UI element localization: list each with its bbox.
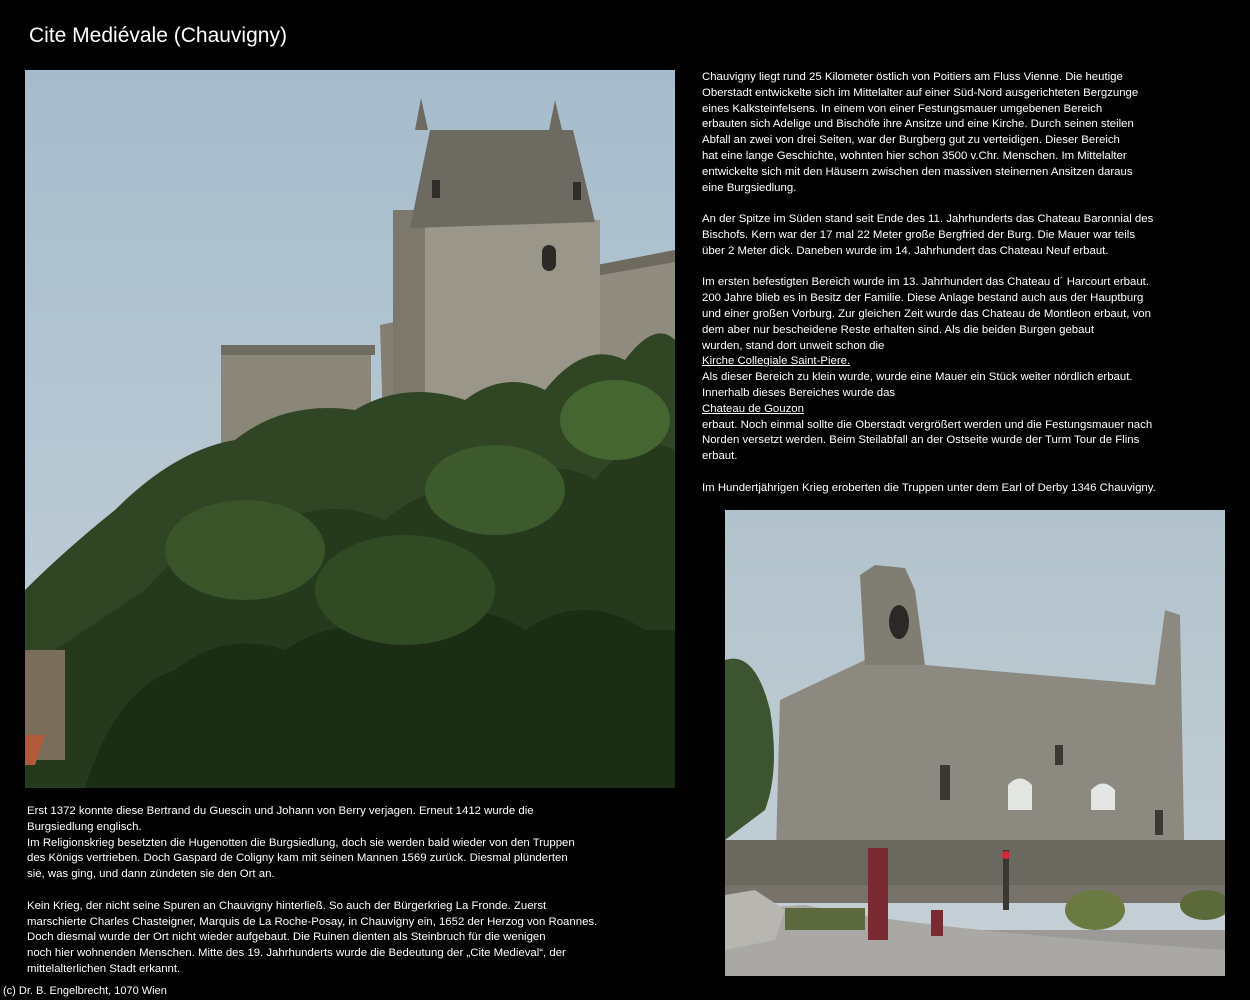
text-line: marschierte Charles Chasteigner, Marquis de La Roche-Posay, in Chauvigny ein, 1652 der Herzog von Roannes.	[27, 915, 598, 928]
text-line: Innerhalb dieses Bereiches wurde das	[702, 386, 896, 399]
paragraph-fronde	[27, 899, 667, 978]
text-line: eines Kalksteinfelsens. In einem von einer Festungsmauer umgebenen Bereich	[702, 102, 1103, 115]
text-line: hat eine lange Geschichte, wohnten hier schon 3500 v.Chr. Menschen. Im Mittelalter	[702, 149, 1127, 162]
paragraph-hundred-years-war	[702, 481, 1197, 497]
link-kirche-collegiale[interactable]: Kirche Collegiale Saint-Piere.	[702, 355, 851, 368]
text-line: An der Spitze im Süden stand seit Ende des 11. Jahrhunderts das Chateau Baronnial des	[702, 213, 1154, 226]
text-line: Im ersten befestigten Bereich wurde im 13. Jahrhundert das Chateau d´ Harcourt erbaut.	[702, 276, 1150, 289]
text-line: Erst 1372 konnte diese Bertrand du Guescin und Johann von Berry verjagen. Erneut 1412 wurde die	[27, 805, 534, 817]
text-line: Chauvigny liegt rund 25 Kilometer östlich von Poitiers am Fluss Vienne. Die heutige	[702, 71, 1123, 83]
history-text-right	[702, 70, 1197, 497]
text-line: wurden, stand dort unweit schon die	[702, 339, 885, 352]
copyright-credit: (c) Dr. B. Engelbrecht, 1070 Wien	[3, 985, 167, 997]
text-line: des Königs vertrieben. Doch Gaspard de Coligny kam mit seinen Mannen 1569 zurück. Diesmal plünderten	[27, 852, 568, 865]
link-chateau-de-gouzon[interactable]: Chateau de Gouzon	[702, 402, 804, 415]
text-line: Abfall an zwei von drei Seiten, war der Burgberg gut zu verteidigen. Dieser Bereich	[702, 134, 1120, 147]
text-line: Oberstadt entwickelte sich im Mittelalter auf einer Süd-Nord ausgerichteten Bergzunge	[702, 86, 1139, 99]
text-line: eine Burgsiedlung.	[702, 181, 797, 194]
text-line: Doch diesmal wurde der Ort nicht wieder aufgebaut. Die Ruinen dienten als Steinbruch für die wenigen	[27, 931, 546, 944]
text-line: Norden versetzt werden. Beim Steilabfall an der Ostseite wurde der Turm Tour de Flins	[702, 434, 1140, 447]
text-line: 200 Jahre blieb es in Besitz der Familie. Diese Anlage bestand auch aus der Hauptburg	[702, 292, 1144, 305]
text-line: mittelalterlichen Stadt erkannt.	[27, 962, 181, 975]
paragraph-religion-war	[27, 804, 667, 883]
text-line: noch hier wohnenden Menschen. Mitte des 19. Jahrhunderts wurde die Bedeutung der „Cite Medieval“, der	[27, 947, 566, 960]
page-title: Cite Mediévale (Chauvigny)	[29, 24, 287, 47]
paragraph-harcourt	[702, 275, 1197, 465]
paragraph-intro	[702, 70, 1197, 196]
text-line: Burgsiedlung englisch.	[27, 820, 142, 833]
castle-ruin-photo	[725, 510, 1225, 976]
castle-keep-photo	[25, 70, 675, 788]
text-line: Im Religionskrieg besetzten die Hugenotten die Burgsiedlung, doch sie werden bald wieder von den Truppen	[27, 836, 575, 849]
text-line: über 2 Meter dick. Daneben wurde im 14. Jahrhundert das Chateau Neuf erbaut.	[702, 244, 1109, 257]
text-line: erbauten sich Adelige und Bischöfe ihre Ansitze und eine Kirche. Durch seinen steilen	[702, 118, 1134, 131]
text-line: Im Hundertjährigen Krieg eroberten die Truppen unter dem Earl of Derby 1346 Chauvigny.	[702, 481, 1156, 494]
text-line: und einer großen Vorburg. Zur gleichen Zeit wurde das Chateau de Montleon erbaut, von	[702, 307, 1151, 320]
text-line: Als dieser Bereich zu klein wurde, wurde eine Mauer ein Stück weiter nördlich erbaut.	[702, 371, 1133, 384]
paragraph-baronnial	[702, 212, 1197, 259]
text-line: erbaut.	[702, 450, 738, 463]
text-line: Bischofs. Kern war der 17 mal 22 Meter große Bergfried der Burg. Die Mauer war teils	[702, 228, 1136, 241]
text-line: Kein Krieg, der nicht seine Spuren an Chauvigny hinterließ. So auch der Bürgerkrieg La Fronde. Zuerst	[27, 899, 547, 912]
history-text-left	[27, 804, 667, 978]
text-line: entwickelte sich mit den Häusern zwischen den massiven steinernen Ansitzen daraus	[702, 165, 1133, 178]
text-line: erbaut. Noch einmal sollte die Oberstadt vergrößert werden und die Festungsmauer nach	[702, 418, 1153, 431]
text-line: sie, was ging, und dann zündeten sie den Ort an.	[27, 868, 275, 881]
text-line: dem aber nur bescheidene Reste erhalten sind. Als die beiden Burgen gebaut	[702, 323, 1094, 336]
